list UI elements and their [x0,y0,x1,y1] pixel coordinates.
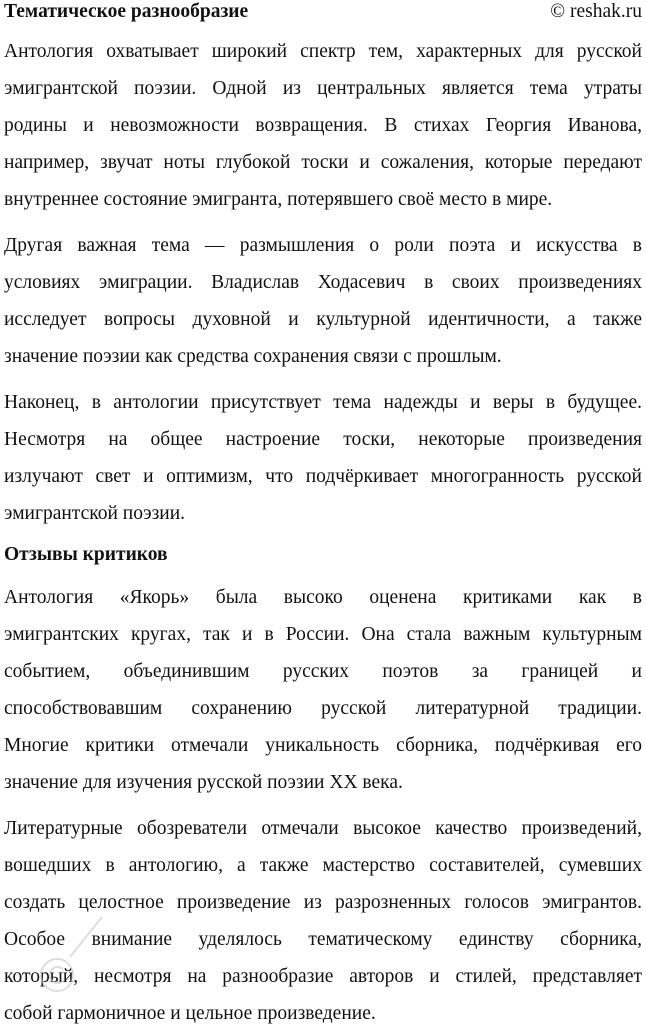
text-line: внутреннее состояние эмигранта, потерявшего своё место в мире. [4,189,553,210]
text-line: исследует вопросы духовной и культурной идентичности, а также [4,309,642,330]
text-line: собой гармоничное и цельное произведение. [4,1003,376,1024]
document-page [4,0,642,1032]
text-line: вошедших в антологию, а также мастерство составителей, сумевших [4,855,642,876]
section-heading: Тематическое разнообразие [4,1,249,22]
text-line: создать целостное произведение из разрозненных голосов эмигрантов. [4,892,642,913]
text-line: событием, объединившим русских поэтов за границей и [4,661,642,682]
text-line: способствовавшим сохранению русской литературной традиции. [4,698,642,719]
text-line: эмигрантских кругах, так и в России. Она стала важным культурным [4,624,642,645]
text-line: родины и невозможности возвращения. В стихах Георгия Иванова, [4,115,642,136]
text-line: Наконец, в антологии присутствует тема надежды и веры в будущее. [4,392,642,413]
text-line: Несмотря на общее настроение тоски, некоторые произведения [4,429,642,450]
text-line: Антология охватывает широкий спектр тем, характерных для русской [4,41,642,62]
text-line: излучают свет и оптимизм, что подчёркивает многогранность русской [4,466,642,487]
page-header [4,0,642,24]
watermark-text: © reshak.ru [550,1,642,22]
text-line: Многие критики отмечали уникальность сборника, подчёркивая его [4,735,642,756]
paragraph [4,810,642,1032]
text-line: значение поэзии как средства сохранения связи с прошлым. [4,346,502,367]
text-line: значение для изучения русской поэзии XX века. [4,772,403,793]
paragraph [4,579,642,801]
paragraph [4,33,642,218]
text-line: Литературные обозреватели отмечали высокое качество произведений, [4,818,642,839]
text-line: Особое внимание уделялось тематическому единству сборника, [4,929,642,950]
paragraph [4,384,642,532]
section-heading-critics: Отзывы критиков [4,544,168,565]
text-line: который, несмотря на разнообразие авторов и стилей, представляет [4,966,642,987]
text-line: Другая важная тема — размышления о роли поэта и искусства в [4,235,642,256]
section-thematic-diversity [4,33,642,532]
text-line: эмигрантской поэзии. Одной из центральных является тема утраты [4,78,642,99]
text-line: условиях эмиграции. Владислав Ходасевич в своих произведениях [4,272,642,293]
section-critics-reviews [4,579,642,1032]
text-line: Антология «Якорь» была высоко оценена критиками как в [4,587,642,608]
text-line: эмигрантской поэзии. [4,503,186,524]
text-line: например, звучат ноты глубокой тоски и сожаления, которые передают [4,152,642,173]
paragraph [4,227,642,375]
